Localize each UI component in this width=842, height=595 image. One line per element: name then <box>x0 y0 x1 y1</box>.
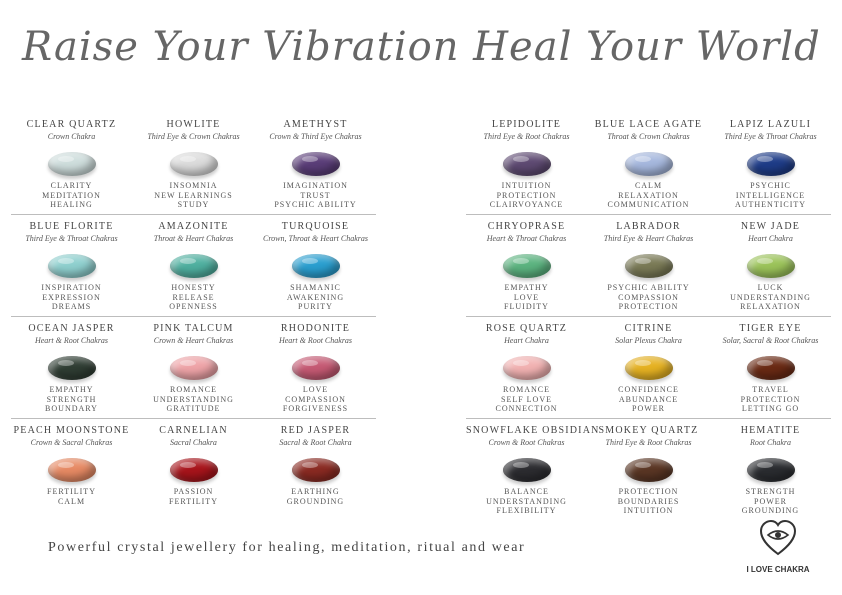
crystal-property: GROUNDING <box>741 506 800 515</box>
crystal-property: RELAXATION <box>618 190 679 200</box>
crystal-chakra: Third Eye & Heart Chakras <box>603 234 694 243</box>
crystal-name: HEMATITE <box>740 425 801 436</box>
crystal-name: PEACH MOONSTONE <box>13 425 130 436</box>
crystal-name: CITRINE <box>624 323 673 334</box>
crystal-stone-image <box>747 152 795 176</box>
crystal-properties <box>133 283 254 312</box>
crystal-chakra: Crown Chakra <box>47 132 96 141</box>
crystal-property: CLAIRVOYANCE <box>489 200 564 209</box>
crystal-card <box>11 118 132 210</box>
crystal-name: RED JASPER <box>280 425 351 436</box>
crystal-property: FLUIDITY <box>504 302 549 311</box>
crystal-properties <box>255 283 376 312</box>
crystal-card <box>11 220 132 312</box>
crystal-card <box>255 118 376 210</box>
crystal-property: PSYCHIC <box>750 181 791 190</box>
crystal-property: IMAGINATION <box>283 181 348 190</box>
crystal-stone-image <box>292 152 340 176</box>
crystal-property: PURITY <box>298 302 333 311</box>
crystal-properties <box>588 487 709 516</box>
crystal-stone-image <box>48 152 96 176</box>
crystal-card <box>133 322 254 414</box>
crystal-card <box>11 424 132 506</box>
crystal-property: PROTECTION <box>496 190 557 200</box>
crystal-chakra: Heart Chakra <box>748 234 793 243</box>
crystal-property: OPENNESS <box>169 302 218 311</box>
crystal-stone-image <box>292 356 340 380</box>
crystal-stone-image <box>170 356 218 380</box>
crystal-property: CONFIDENCE <box>618 385 679 394</box>
crystal-card <box>11 322 132 414</box>
crystal-chakra: Third Eye & Throat Chakras <box>724 132 817 141</box>
crystal-stone-image <box>747 356 795 380</box>
crystal-card <box>710 322 831 414</box>
crystal-name: SMOKEY QUARTZ <box>598 425 699 436</box>
crystal-property: LETTING GO <box>741 404 800 413</box>
crystal-stone-image <box>625 458 673 482</box>
crystal-name: SNOWFLAKE OBSIDIAN <box>466 425 600 436</box>
crystal-name: RHODONITE <box>280 323 351 334</box>
crystal-property: MEDITATION <box>42 190 101 200</box>
crystal-stone-image <box>747 458 795 482</box>
crystal-property: UNDERSTANDING <box>486 496 567 506</box>
crystal-properties <box>466 283 587 312</box>
crystal-properties <box>133 487 254 506</box>
crystal-properties <box>466 385 587 414</box>
crystal-property: INSOMNIA <box>169 181 218 190</box>
crystal-card <box>588 322 709 414</box>
crystal-properties <box>255 181 376 210</box>
crystal-chakra: Crown & Heart Chakras <box>153 336 234 345</box>
crystal-card <box>710 424 831 516</box>
crystal-chakra: Heart & Throat Chakras <box>486 234 567 243</box>
crystal-name: AMETHYST <box>283 119 348 130</box>
crystal-card <box>255 424 376 506</box>
crystal-stone-image <box>292 254 340 278</box>
crystal-card <box>710 118 831 210</box>
crystal-row <box>466 215 831 317</box>
crystal-property: PROTECTION <box>740 394 801 404</box>
crystal-chakra: Crown & Sacral Chakras <box>30 438 113 447</box>
crystal-stone-image <box>625 356 673 380</box>
crystal-chakra: Crown & Third Eye Chakras <box>269 132 362 141</box>
crystal-property: HEALING <box>50 200 93 209</box>
crystal-property: FERTILITY <box>169 496 218 506</box>
logo-text: I LOVE CHAKRA <box>746 565 810 574</box>
crystal-property: UNDERSTANDING <box>153 394 234 404</box>
crystal-row <box>11 215 376 317</box>
crystal-chakra: Third Eye & Root Chakras <box>605 438 692 447</box>
crystal-property: INSPIRATION <box>41 283 102 292</box>
crystal-row <box>11 113 376 215</box>
crystal-chakra: Sacral Chakra <box>170 438 217 447</box>
crystal-chakra: Solar Plexus Chakra <box>615 336 682 345</box>
crystal-property: LOVE <box>302 385 329 394</box>
crystal-property: BOUNDARY <box>45 404 98 413</box>
crystal-chakra: Crown, Throat & Heart Chakras <box>263 234 368 243</box>
crystal-property: TRAVEL <box>752 385 789 394</box>
crystal-stone-image <box>503 458 551 482</box>
crystal-card <box>588 424 709 516</box>
crystal-card <box>133 220 254 312</box>
left-crystal-panel <box>11 113 376 520</box>
heart-eye-icon <box>758 518 798 558</box>
brand-logo <box>738 518 818 574</box>
page-title: Raise Your Vibration Heal Your World <box>22 24 821 70</box>
crystal-stone-image <box>503 356 551 380</box>
crystal-stone-image <box>625 152 673 176</box>
crystal-property: COMPASSION <box>285 394 346 404</box>
crystal-name: BLUE FLORITE <box>29 221 114 232</box>
crystal-property: TRUST <box>300 190 331 200</box>
crystal-properties <box>588 385 709 414</box>
crystal-chakra: Third Eye & Root Chakras <box>483 132 570 141</box>
crystal-properties <box>710 283 831 312</box>
crystal-name: LEPIDOLITE <box>491 119 562 130</box>
crystal-card <box>466 322 587 414</box>
crystal-chakra: Sacral & Root Chakra <box>279 438 352 447</box>
crystal-properties <box>255 487 376 506</box>
crystal-properties <box>133 385 254 414</box>
crystal-properties <box>11 385 132 414</box>
crystal-property: STUDY <box>177 200 210 209</box>
crystal-property: PSYCHIC ABILITY <box>274 200 357 209</box>
crystal-property: STRENGTH <box>745 487 796 496</box>
crystal-name: CLEAR QUARTZ <box>26 119 117 130</box>
crystal-stone-image <box>170 152 218 176</box>
crystal-row <box>466 317 831 419</box>
crystal-property: PROTECTION <box>618 487 679 496</box>
crystal-properties <box>11 283 132 312</box>
crystal-property: ABUNDANCE <box>618 394 679 404</box>
crystal-property: NEW LEARNINGS <box>154 190 233 200</box>
crystal-stone-image <box>625 254 673 278</box>
crystal-name: LABRADOR <box>616 221 681 232</box>
crystal-name: AMAZONITE <box>158 221 229 232</box>
crystal-stone-image <box>48 356 96 380</box>
crystal-property: INTELLIGENCE <box>735 190 806 200</box>
crystal-property: HONESTY <box>171 283 216 292</box>
crystal-property: CLARITY <box>50 181 93 190</box>
crystal-properties <box>133 181 254 210</box>
crystal-row <box>11 317 376 419</box>
crystal-row <box>466 113 831 215</box>
crystal-property: EMPATHY <box>504 283 549 292</box>
crystal-property: LUCK <box>757 283 784 292</box>
crystal-property: SELF LOVE <box>501 394 552 404</box>
crystal-property: FORGIVENESS <box>282 404 349 413</box>
crystal-card <box>255 322 376 414</box>
crystal-card <box>466 220 587 312</box>
crystal-property: GROUNDING <box>286 496 345 506</box>
crystal-property: RELAXATION <box>740 302 801 311</box>
crystal-card <box>466 118 587 210</box>
crystal-properties <box>466 181 587 210</box>
crystal-properties <box>710 487 831 516</box>
crystal-chakra: Third Eye & Throat Chakras <box>25 234 118 243</box>
crystal-name: NEW JADE <box>740 221 801 232</box>
crystal-row <box>466 419 831 520</box>
crystal-properties <box>11 487 132 506</box>
crystal-name: ROSE QUARTZ <box>485 323 568 334</box>
crystal-property: FERTILITY <box>47 487 96 496</box>
crystal-stone-image <box>170 458 218 482</box>
crystal-properties <box>588 181 709 210</box>
crystal-property: UNDERSTANDING <box>730 292 811 302</box>
crystal-properties <box>255 385 376 414</box>
crystal-properties <box>11 181 132 210</box>
crystal-card <box>133 424 254 506</box>
crystal-property: BALANCE <box>504 487 549 496</box>
crystal-name: BLUE LACE AGATE <box>594 119 703 130</box>
crystal-properties <box>466 487 587 516</box>
crystal-chakra: Heart Chakra <box>504 336 549 345</box>
crystal-name: OCEAN JASPER <box>28 323 115 334</box>
crystal-properties <box>710 181 831 210</box>
crystal-name: LAPIZ LAZULI <box>729 119 812 130</box>
crystal-property: INTUITION <box>501 181 552 190</box>
crystal-stone-image <box>503 152 551 176</box>
crystal-name: CARNELIAN <box>159 425 228 436</box>
crystal-chakra: Heart & Root Chakras <box>278 336 353 345</box>
crystal-stone-image <box>292 458 340 482</box>
crystal-chakra: Root Chakra <box>749 438 792 447</box>
footer-tagline: Powerful crystal jewellery for healing, meditation, ritual and wear <box>48 540 526 555</box>
crystal-card <box>710 220 831 312</box>
crystal-name: TIGER EYE <box>739 323 802 334</box>
crystal-property: INTUITION <box>623 506 674 515</box>
crystal-property: AUTHENTICITY <box>734 200 807 209</box>
crystal-stone-image <box>747 254 795 278</box>
crystal-name: PINK TALCUM <box>153 323 234 334</box>
crystal-property: AWAKENING <box>286 292 345 302</box>
crystal-property: STRENGTH <box>46 394 97 404</box>
crystal-property: LOVE <box>513 292 540 302</box>
crystal-chakra: Crown & Root Chakras <box>488 438 565 447</box>
crystal-name: CHRYOPRASE <box>487 221 566 232</box>
right-crystal-panel <box>466 113 831 520</box>
crystal-chakra: Third Eye & Crown Chakras <box>147 132 240 141</box>
crystal-property: ROMANCE <box>502 385 550 394</box>
crystal-property: GRATITUDE <box>166 404 221 413</box>
crystal-property: PASSION <box>173 487 214 496</box>
crystal-card <box>588 220 709 312</box>
crystal-card <box>466 424 600 516</box>
crystal-row <box>11 419 376 520</box>
crystal-property: CALM <box>57 496 86 506</box>
crystal-property: COMMUNICATION <box>607 200 690 209</box>
crystal-property: RELEASE <box>172 292 215 302</box>
crystal-property: EARTHING <box>291 487 340 496</box>
crystal-property: DREAMS <box>51 302 92 311</box>
crystal-property: EXPRESSION <box>42 292 101 302</box>
crystal-property: ROMANCE <box>169 385 217 394</box>
crystal-stone-image <box>48 254 96 278</box>
crystal-name: TURQUOISE <box>281 221 350 232</box>
crystal-card <box>588 118 709 210</box>
crystal-property: FLEXIBILITY <box>496 506 557 515</box>
crystal-chakra: Throat & Heart Chakras <box>153 234 234 243</box>
crystal-property: SHAMANIC <box>290 283 341 292</box>
crystal-property: EMPATHY <box>49 385 94 394</box>
crystal-card <box>133 118 254 210</box>
crystal-chakra: Solar, Sacral & Root Chakras <box>722 336 819 345</box>
crystal-chakra: Heart & Root Chakras <box>34 336 109 345</box>
crystal-name: HOWLITE <box>166 119 221 130</box>
crystal-stone-image <box>503 254 551 278</box>
crystal-property: POWER <box>632 404 665 413</box>
crystal-property: PROTECTION <box>618 302 679 311</box>
crystal-chakra: Throat & Crown Chakras <box>607 132 690 141</box>
crystal-property: BOUNDARIES <box>617 496 680 506</box>
crystal-stone-image <box>48 458 96 482</box>
crystal-property: CALM <box>634 181 663 190</box>
crystal-properties <box>588 283 709 312</box>
crystal-property: CONNECTION <box>495 404 558 413</box>
crystal-property: POWER <box>754 496 787 506</box>
crystal-property: COMPASSION <box>618 292 679 302</box>
crystal-stone-image <box>170 254 218 278</box>
crystal-card <box>255 220 376 312</box>
crystal-property: PSYCHIC ABILITY <box>607 283 690 292</box>
crystal-properties <box>710 385 831 414</box>
